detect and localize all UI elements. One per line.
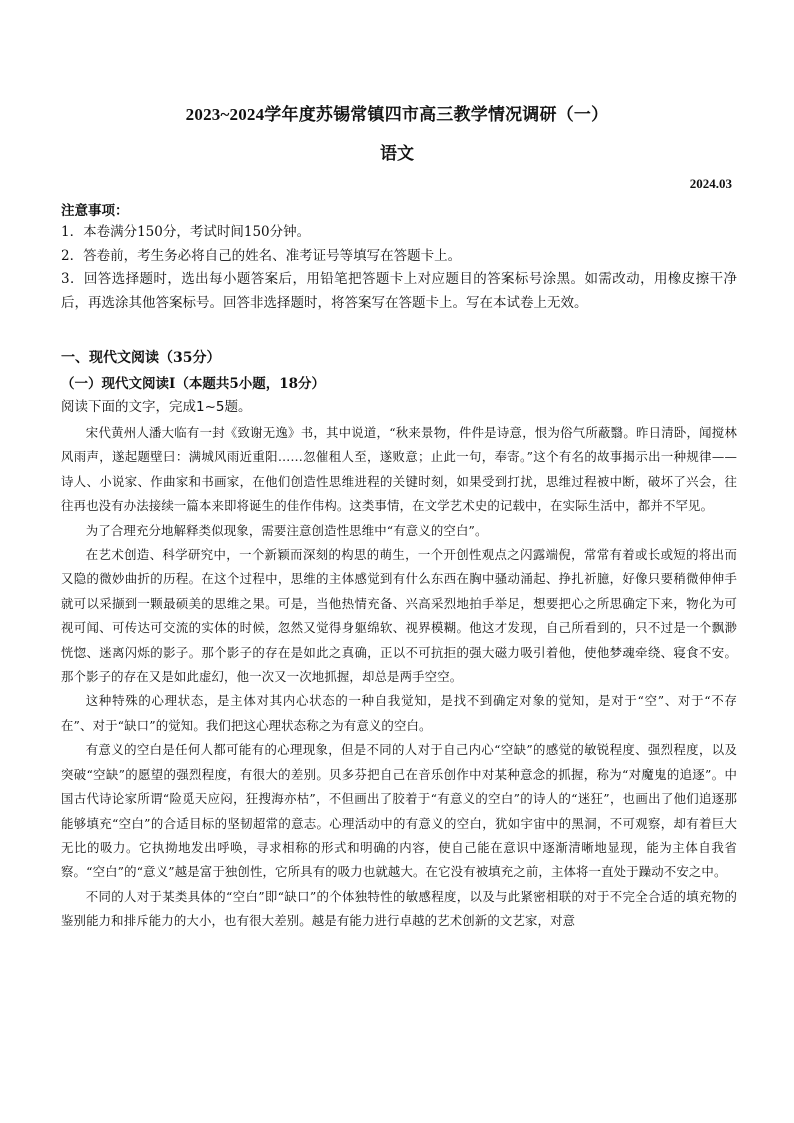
subject-title: 语文 <box>380 144 414 164</box>
section-heading: 一、现代文阅读（35分） <box>61 350 221 366</box>
passage-paragraph: 这种特殊的心理状态，是主体对其内心状态的一种自我觉知，是找不到确定对象的觉知，是对于“空”、对于“不存在”、对于“缺口”的觉知。我们把这心理状态称之为有意义的空白。 <box>61 693 737 733</box>
notes-list <box>61 221 737 315</box>
note-item: 3．回答选择题时，选出每小题答案后，用铅笔把答题卡上对应题目的答案标号涂黑。如需改动，用橡皮擦干净后，再选涂其他答案标号。回答非选择题时，将答案写在答题卡上。写在本试卷上无效。 <box>61 271 737 311</box>
reading-passage <box>61 421 737 934</box>
passage-paragraph: 为了合理充分地解释类似现象，需要注意创造性思维中“有意义的空白”。 <box>85 522 488 538</box>
exam-date: 2024.03 <box>689 176 732 191</box>
reading-instruction: 阅读下面的文字，完成1~5题。 <box>61 399 252 415</box>
passage-paragraph: 有意义的空白是任何人都可能有的心理现象，但是不同的人对于自己内心“空缺”的感觉的敏锐程度、强烈程度，以及突破“空缺”的愿望的强烈程度，有很大的差别。贝多芬把自己在音乐创作中对某种意念的抓握，称为“对魔鬼的追逐”。中国古代诗论家所谓“险觅天应闷，狂搜海亦枯”，不但画出了胶着于“有意义的空白”的诗人的“迷狂”，也画出了他们追逐那能够填充“空白”的合适目标的坚韧超常的意志。心理活动中的有意义的空白，犹如宇宙中的黑洞，不可观察，却有着巨大无比的吸力。它执拗地发出呼唤，寻求相称的形式和明确的内容，使自己能在意识中逐渐清晰地显现，能为主体自我省察。“空白”的“意义”越是富于独创性，它所具有的吸力也就越大。在它没有被填充之前，主体将一直处于躁动不安之中。 <box>61 742 737 880</box>
subsection-heading: （一）现代文阅读Ⅰ（本题共5小题，18分） <box>61 376 325 392</box>
note-item: 1．本卷满分150分，考试时间150分钟。 <box>61 224 311 240</box>
notes-heading: 注意事项： <box>61 203 129 219</box>
passage-paragraph: 宋代黄州人潘大临有一封《致谢无逸》书，其中说道，“秋来景物，件件是诗意，恨为俗气所蔽翳。昨日清卧，闻搅林风雨声，遂起题壁曰：满城风雨近重阳……忽催租人至，遂败意；止此一句，奉寄。”这个有名的故事揭示出一种规律——诗人、小说家、作曲家和书画家，在他们创造性思维进程的关键时刻，如果受到打扰，思维过程被中断，破坏了兴会，往往再也没有办法接续一篇本来即将诞生的佳作伟构。这类事情，在文学艺术史的记载中，在实际生活中，都并不罕见。 <box>61 425 737 514</box>
passage-paragraph: 在艺术创造、科学研究中，一个新颖而深刻的构思的萌生，一个开创性观点之闪露端倪，常常有着或长或短的将出而又隐的微妙曲折的历程。在这个过程中，思维的主体感觉到有什么东西在胸中骚动涌起、挣扎祈臆，好像只要稍微伸伸手就可以采撷到一颗最硕美的思维之果。可是，当他热情充备、兴高采烈地拍手举足，想要把心之所思确定下来，物化为可视可闻、可传达可交流的实体的时候，忽然又觉得身躯绵软、视界模糊。他这才发现，自己所看到的，只不过是一个飘渺恍惚、迷离闪烁的影子。那个影子的存在是如此之真确，正以不可抗拒的强大磁力吸引着他，使他梦魂牵绕、寝食不安。那个影子的存在又是如此虚幻，他一次又一次地抓握，却总是两手空空。 <box>61 547 737 685</box>
exam-title: 2023~2024学年度苏锡常镇四市高三教学情况调研（一） <box>185 105 609 124</box>
passage-paragraph: 不同的人对于某类具体的“空白”即“缺口”的个体独特性的敏感程度，以及与此紧密相联的对于不完全合适的填充物的鉴别能力和排斥能力的大小，也有很大差别。越是有能力进行卓越的艺术创新的文艺家，对意 <box>61 888 737 929</box>
note-item: 2．答卷前，考生务必将自己的姓名、准考证号等填写在答题卡上。 <box>61 247 462 264</box>
